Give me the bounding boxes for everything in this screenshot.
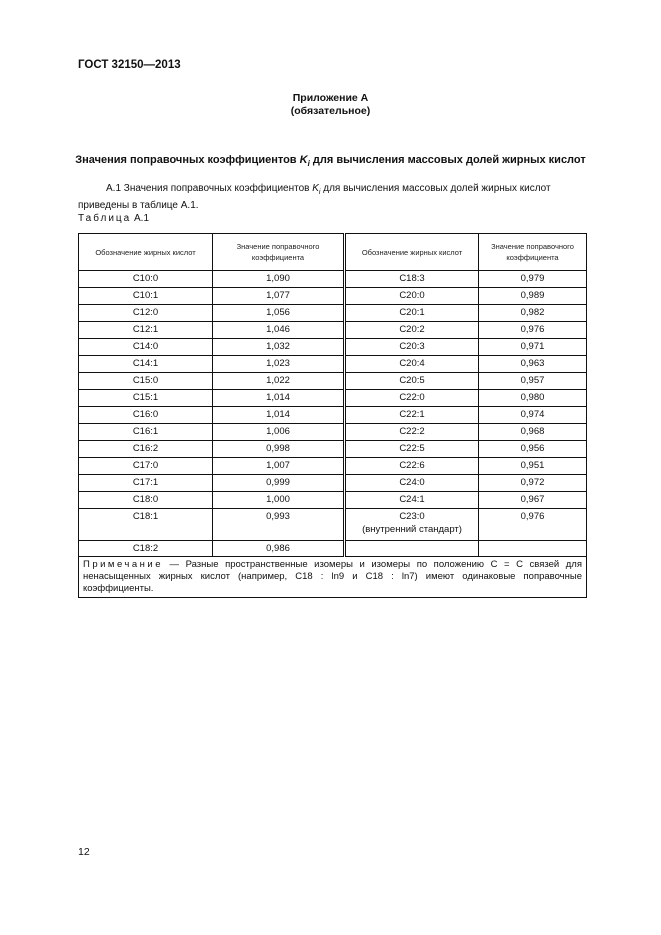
table-row [79, 305, 587, 322]
acid-cell: C18:1 [79, 509, 213, 541]
coefficient-cell: 0,951 [479, 458, 587, 475]
coefficient-cell: 1,000 [213, 492, 345, 509]
coefficients-table [78, 233, 587, 598]
coefficient-cell: 1,056 [213, 305, 345, 322]
acid-cell-name: C23:0 [399, 511, 425, 522]
acid-cell: C20:3 [345, 339, 479, 356]
table-row [79, 541, 587, 557]
document-standard-number: ГОСТ 32150—2013 [78, 59, 181, 71]
table-label-word: Таблица [78, 213, 132, 224]
table-row [79, 271, 587, 288]
header-cell: Обозначение жирных кислот [345, 234, 479, 271]
paragraph-text: А.1 Значения поправочных коэффициентов [106, 183, 313, 194]
acid-cell: C22:5 [345, 441, 479, 458]
table-row [79, 475, 587, 492]
acid-cell: C10:0 [79, 271, 213, 288]
table-label [78, 213, 149, 224]
table-row [79, 407, 587, 424]
acid-cell: C16:1 [79, 424, 213, 441]
acid-cell: C17:0 [79, 458, 213, 475]
coefficient-cell: 1,046 [213, 322, 345, 339]
coefficient-cell: 0,972 [479, 475, 587, 492]
coefficient-cell: 1,006 [213, 424, 345, 441]
coefficient-cell: 0,968 [479, 424, 587, 441]
internal-standard-label: (внутренний стандарт) [362, 524, 462, 535]
acid-cell: C14:1 [79, 356, 213, 373]
acid-cell: C17:1 [79, 475, 213, 492]
table-header-row [79, 234, 587, 271]
acid-cell [345, 509, 479, 541]
acid-cell: C14:0 [79, 339, 213, 356]
note-text: — Разные пространственные изомеры и изомеры по положению C = C связей для ненасыщенных жирных кислот (например, C18 : ln9 и C18 : ln7) имеют одинаковые поправочные коэффициенты. [83, 559, 582, 594]
table-label-number: А.1 [131, 213, 150, 224]
table-row [79, 339, 587, 356]
paragraph-text-end: для вычисления массовых долей жирных кислот приведены в таблице А.1. [78, 183, 551, 211]
header-cell: Значение поправочного коэффициента [479, 234, 587, 271]
coefficient-cell: 0,980 [479, 390, 587, 407]
intro-paragraph [78, 182, 584, 212]
acid-cell: C10:1 [79, 288, 213, 305]
table-row [79, 441, 587, 458]
section-title-text: Значения поправочных коэффициентов [75, 154, 300, 166]
coefficient-cell: 1,014 [213, 390, 345, 407]
table-row [79, 458, 587, 475]
section-title [0, 154, 661, 168]
note-label: Примечание [83, 559, 163, 570]
coefficient-cell: 0,986 [213, 541, 345, 557]
coefficient-cell: 0,982 [479, 305, 587, 322]
acid-cell: C16:2 [79, 441, 213, 458]
acid-cell: C20:0 [345, 288, 479, 305]
acid-cell: C20:4 [345, 356, 479, 373]
coefficient-cell: 0,974 [479, 407, 587, 424]
coefficient-cell: 0,971 [479, 339, 587, 356]
coefficient-cell: 0,956 [479, 441, 587, 458]
table-note [79, 557, 587, 598]
acid-cell: C24:1 [345, 492, 479, 509]
acid-cell: C24:0 [345, 475, 479, 492]
header-cell: Обозначение жирных кислот [79, 234, 213, 271]
coefficient-cell: 0,979 [479, 271, 587, 288]
coefficient-cell: 0,976 [479, 322, 587, 339]
coefficient-cell: 0,989 [479, 288, 587, 305]
coefficient-cell: 1,090 [213, 271, 345, 288]
table-row [79, 288, 587, 305]
acid-cell: C15:1 [79, 390, 213, 407]
acid-cell: C15:0 [79, 373, 213, 390]
coefficient-cell: 0,993 [213, 509, 345, 541]
table-row [79, 373, 587, 390]
coefficient-cell: 0,976 [479, 509, 587, 541]
paragraph-variable: K [312, 183, 319, 194]
acid-cell: C16:0 [79, 407, 213, 424]
section-title-subscript: i [307, 159, 310, 169]
page-number: 12 [78, 846, 90, 858]
coefficient-cell: 1,023 [213, 356, 345, 373]
acid-cell: C18:2 [79, 541, 213, 557]
acid-cell: C18:3 [345, 271, 479, 288]
table-row [79, 322, 587, 339]
coefficient-cell: 0,999 [213, 475, 345, 492]
coefficient-cell: 0,998 [213, 441, 345, 458]
coefficient-cell: 1,077 [213, 288, 345, 305]
appendix-subtitle: (обязательное) [290, 105, 371, 117]
coefficient-cell [479, 541, 587, 557]
paragraph-subscript: i [318, 189, 321, 196]
acid-cell [345, 541, 479, 557]
acid-cell: C20:1 [345, 305, 479, 322]
coefficient-cell: 1,032 [213, 339, 345, 356]
acid-cell: C18:0 [79, 492, 213, 509]
table-row [79, 424, 587, 441]
acid-cell: C20:5 [345, 373, 479, 390]
acid-cell: C20:2 [345, 322, 479, 339]
acid-cell: C22:6 [345, 458, 479, 475]
coefficient-cell: 0,957 [479, 373, 587, 390]
acid-cell: C12:0 [79, 305, 213, 322]
section-title-text-end: для вычисления массовых долей жирных кислот [309, 154, 586, 166]
acid-cell: C22:2 [345, 424, 479, 441]
table-row [79, 492, 587, 509]
appendix-title: Приложение А [292, 92, 369, 104]
table-note-row [79, 557, 587, 598]
coefficient-cell: 1,014 [213, 407, 345, 424]
acid-cell: C12:1 [79, 322, 213, 339]
acid-cell: C22:0 [345, 390, 479, 407]
coefficient-cell: 0,967 [479, 492, 587, 509]
table-row [79, 509, 587, 541]
coefficient-cell: 1,007 [213, 458, 345, 475]
table-row [79, 390, 587, 407]
acid-cell: C22:1 [345, 407, 479, 424]
coefficient-cell: 0,963 [479, 356, 587, 373]
coefficient-cell: 1,022 [213, 373, 345, 390]
header-cell: Значение поправочного коэффициента [213, 234, 345, 271]
table-row [79, 356, 587, 373]
section-title-variable: K [299, 154, 308, 166]
